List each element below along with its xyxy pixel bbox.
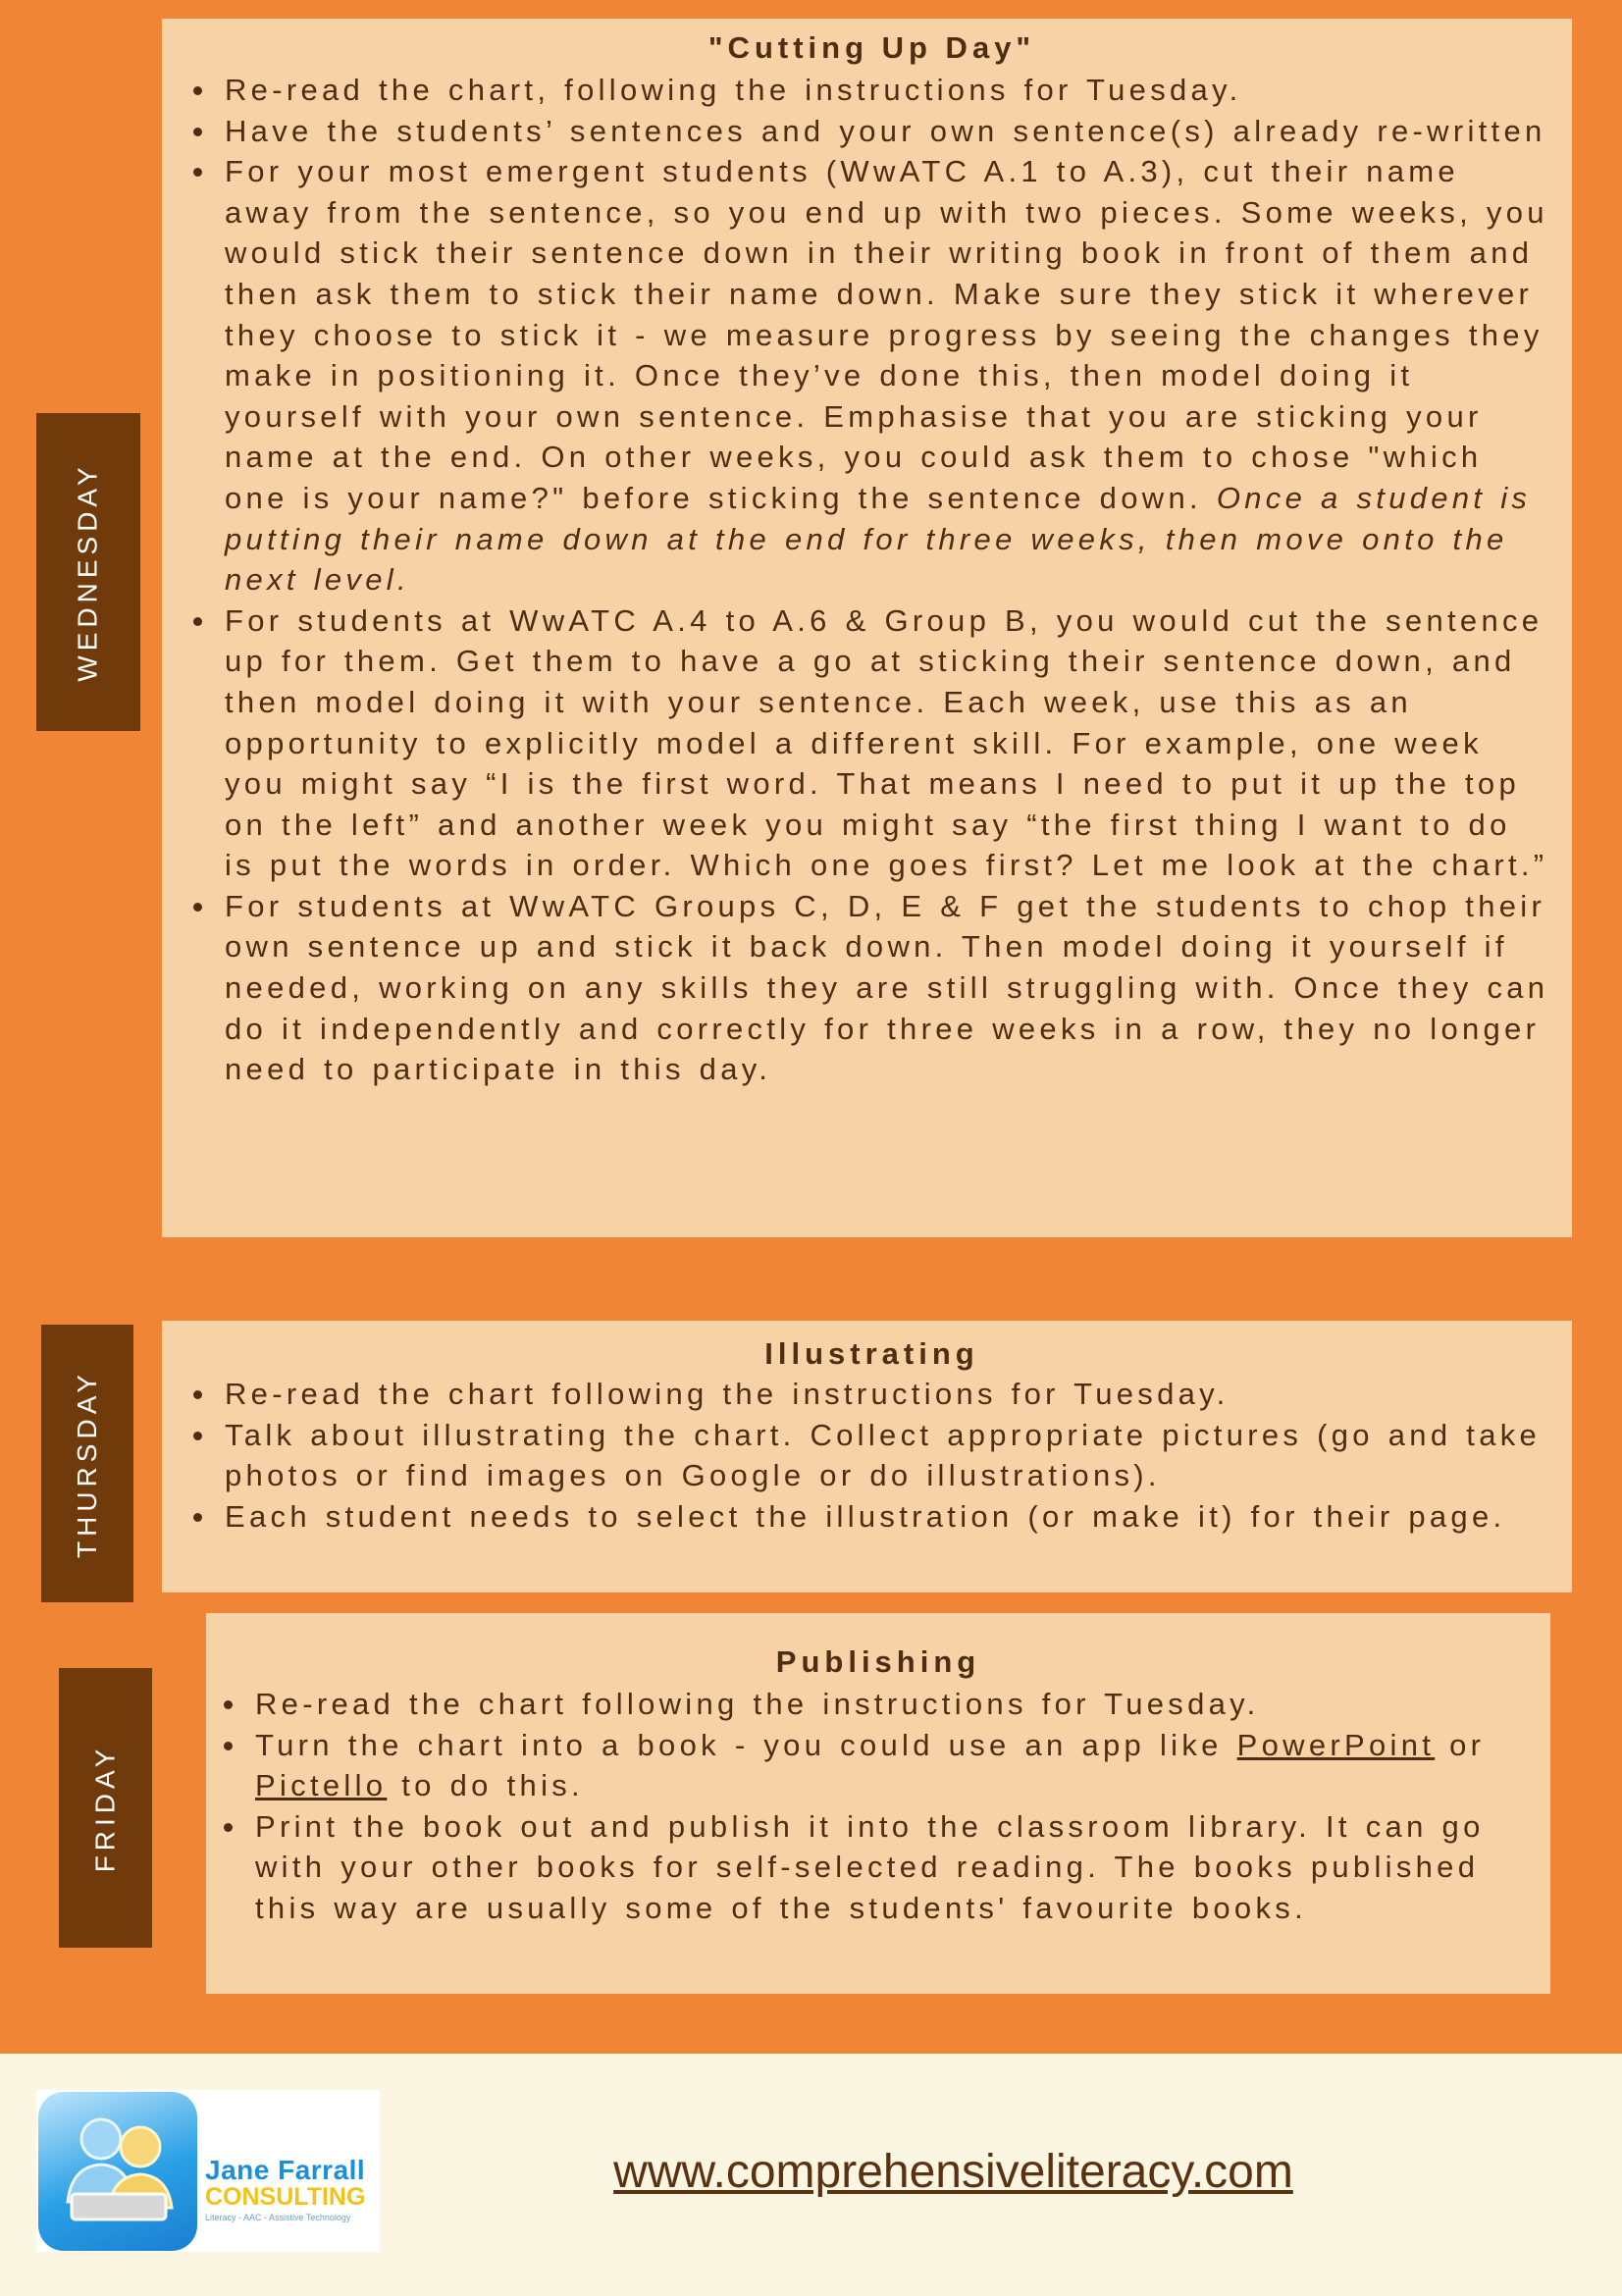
powerpoint-link[interactable]: PowerPoint <box>1236 1727 1436 1762</box>
friday-list <box>220 1684 1537 1929</box>
wednesday-title: "Cutting Up Day" <box>707 30 1036 65</box>
day-label-friday: FRIDAY <box>89 1744 121 1872</box>
pictello-link[interactable]: Pictello <box>255 1768 388 1803</box>
list-item: For students at WwATC A.4 to A.6 & Group B, you would cut the sentence up for them. Get them to have a go at sticking their sentence down, and then model doing it with your sentence. Each week, use this as an opportunity to explicitly model a different skill. For example, one week you might say “I is the first word. That means I need to put it up the top on the left” and another week you might say “the first thing I want to do is put the words in order. Which one goes first? Let me look at the chart.” <box>189 600 1554 886</box>
thursday-title: Illustrating <box>764 1336 979 1371</box>
italic-note: Once a student is putting their name down at the end for three weeks, then move onto the next level. <box>225 480 1532 598</box>
bullet-icon <box>224 1823 233 1832</box>
bullet-icon <box>193 128 202 136</box>
wednesday-panel <box>162 19 1572 1237</box>
day-tab-wednesday <box>36 413 140 731</box>
day-tab-thursday <box>41 1325 133 1602</box>
list-item: Re-read the chart following the instructions for Tuesday. <box>189 1374 1554 1415</box>
list-item: For students at WwATC Groups C, D, E & F get the students to chop their own sentence up and stick it back down. Then model doing it yourself if needed, working on any skills they are still struggling with. Once they can do it independently and correctly for three weeks in a row, they no longer need to participate in this day. <box>189 886 1554 1090</box>
website-link[interactable]: www.comprehensiveliteracy.com <box>613 2146 1293 2198</box>
friday-panel <box>206 1613 1550 1994</box>
thursday-list <box>189 1374 1554 1537</box>
wednesday-list <box>189 70 1554 1090</box>
list-item: Talk about illustrating the chart. Collect appropriate pictures (go and take photos or find images on Google or do illustrations). <box>189 1415 1554 1496</box>
logo-consulting: CONSULTING <box>205 2183 366 2211</box>
bullet-icon <box>193 1432 202 1440</box>
bullet-icon <box>193 168 202 177</box>
logo-name: Jane Farrall <box>205 2155 366 2185</box>
bullet-icon <box>193 1390 202 1399</box>
list-item: Have the students’ sentences and your own sentence(s) already re-written <box>189 111 1554 152</box>
bullet-icon <box>193 86 202 95</box>
list-item: Re-read the chart following the instructions for Tuesday. <box>220 1684 1537 1725</box>
list-item: For your most emergent students (WwATC A.1 to A.3), cut their name away from the sentence, so you end up with two pieces. Some weeks, you would stick their sentence down in their writing book in front of them and then ask them to stick their name down. Make sure they stick it wherever they choose to stick it - we measure progress by seeing the changes they make in positioning it. Once they’ve done this, then model doing it yourself with your own sentence. Emphasise that you are sticking your name at the end. On other weeks, you could ask them to chose "which one is your name?" before sticking the sentence down. Once a student is putting their name down at the end for three weeks, then move onto the next level. <box>189 151 1554 600</box>
list-item: Print the book out and publish it into the classroom library. It can go with your other books for self-selected reading. The books published this way are usually some of the students' favourite books. <box>220 1806 1537 1929</box>
friday-title: Publishing <box>775 1644 981 1679</box>
bullet-icon <box>193 617 202 626</box>
thursday-panel <box>162 1321 1572 1592</box>
day-label-wednesday: WEDNESDAY <box>73 462 104 682</box>
bullet-icon <box>224 1742 233 1750</box>
list-item: Turn the chart into a book - you could use an app like PowerPoint or Pictello to do this. <box>220 1725 1537 1806</box>
bullet-icon <box>193 903 202 912</box>
bullet-icon <box>224 1700 233 1709</box>
bullet-icon <box>193 1513 202 1522</box>
day-tab-friday <box>59 1668 152 1948</box>
logo-tagline: Literacy - AAC - Assistive Technology <box>205 2213 351 2222</box>
list-item: Each student needs to select the illustration (or make it) for their page. <box>189 1496 1554 1538</box>
list-item: Re-read the chart, following the instructions for Tuesday. <box>189 70 1554 111</box>
day-label-thursday: THURSDAY <box>72 1369 102 1558</box>
